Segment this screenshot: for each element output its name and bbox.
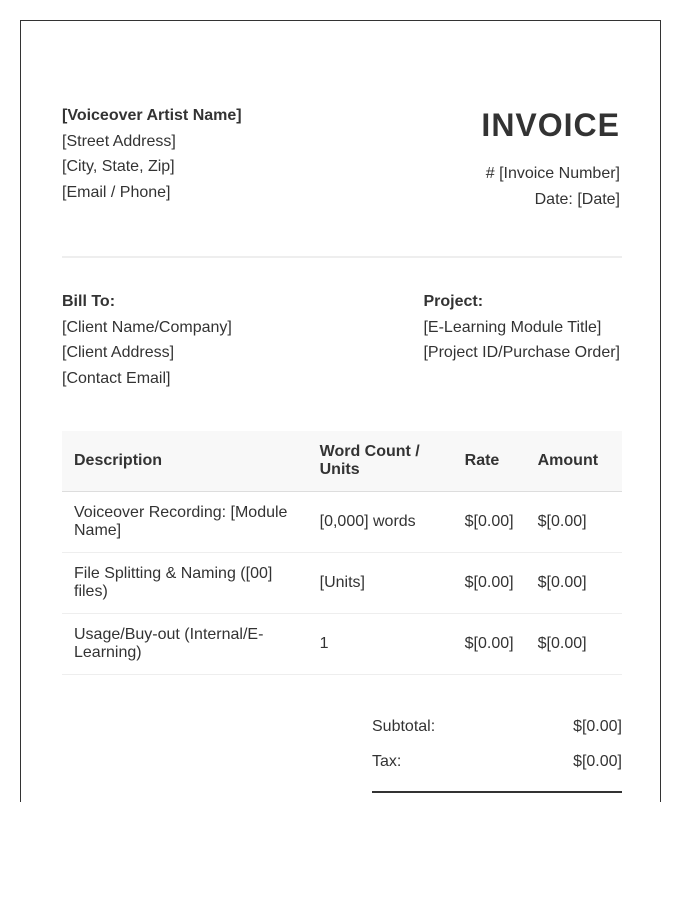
sender-city: [City, State, Zip] (62, 158, 175, 176)
tax-label: Tax: (372, 753, 402, 770)
row-rate: $[0.00] (453, 553, 526, 614)
sender-contact: [Email / Phone] (62, 183, 171, 201)
invoice-page (20, 20, 661, 802)
project-id: [Project ID/Purchase Order] (423, 344, 620, 362)
project-title: [E-Learning Module Title] (423, 318, 602, 336)
header-amount: Amount (526, 431, 622, 492)
invoice-header (481, 105, 620, 213)
row-description: File Splitting & Naming ([00] files) (62, 553, 308, 614)
row-amount: $[0.00] (526, 492, 622, 553)
line-items-table (62, 431, 622, 675)
bill-to-client: [Client Name/Company] (62, 318, 232, 336)
row-rate: $[0.00] (453, 492, 526, 553)
sender-block (62, 103, 242, 205)
subtotal-label: Subtotal: (372, 718, 436, 735)
row-description: Voiceover Recording: [Module Name] (62, 492, 308, 553)
header-units: Word Count / Units (308, 431, 453, 492)
row-amount: $[0.00] (526, 614, 622, 675)
sender-street: [Street Address] (62, 132, 176, 150)
table-header-row (62, 431, 622, 492)
totals-rule (372, 791, 622, 793)
row-units: [0,000] words (308, 492, 453, 553)
row-rate: $[0.00] (453, 614, 526, 675)
subtotal-row (372, 709, 622, 744)
totals-block (372, 709, 622, 793)
invoice-date: Date: [Date] (534, 191, 620, 208)
bill-to-label: Bill To: (62, 293, 116, 310)
project-block (423, 289, 620, 366)
header-divider (62, 256, 622, 258)
bill-to-address: [Client Address] (62, 344, 175, 362)
table-row (62, 553, 622, 614)
bill-to-email: [Contact Email] (62, 369, 171, 387)
row-amount: $[0.00] (526, 553, 622, 614)
sender-name: [Voiceover Artist Name] (62, 107, 242, 124)
row-units: [Units] (308, 553, 453, 614)
header-rate: Rate (453, 431, 526, 492)
table-row (62, 614, 622, 675)
bill-to-block (62, 289, 232, 391)
project-label: Project: (423, 293, 484, 310)
tax-value: $[0.00] (573, 753, 622, 770)
tax-row (372, 744, 622, 779)
header-description: Description (62, 431, 308, 492)
table-row (62, 492, 622, 553)
invoice-number: # [Invoice Number] (485, 165, 620, 182)
subtotal-value: $[0.00] (573, 718, 622, 735)
row-description: Usage/Buy-out (Internal/E-Learning) (62, 614, 308, 675)
row-units: 1 (308, 614, 453, 675)
invoice-title: INVOICE (481, 107, 620, 143)
